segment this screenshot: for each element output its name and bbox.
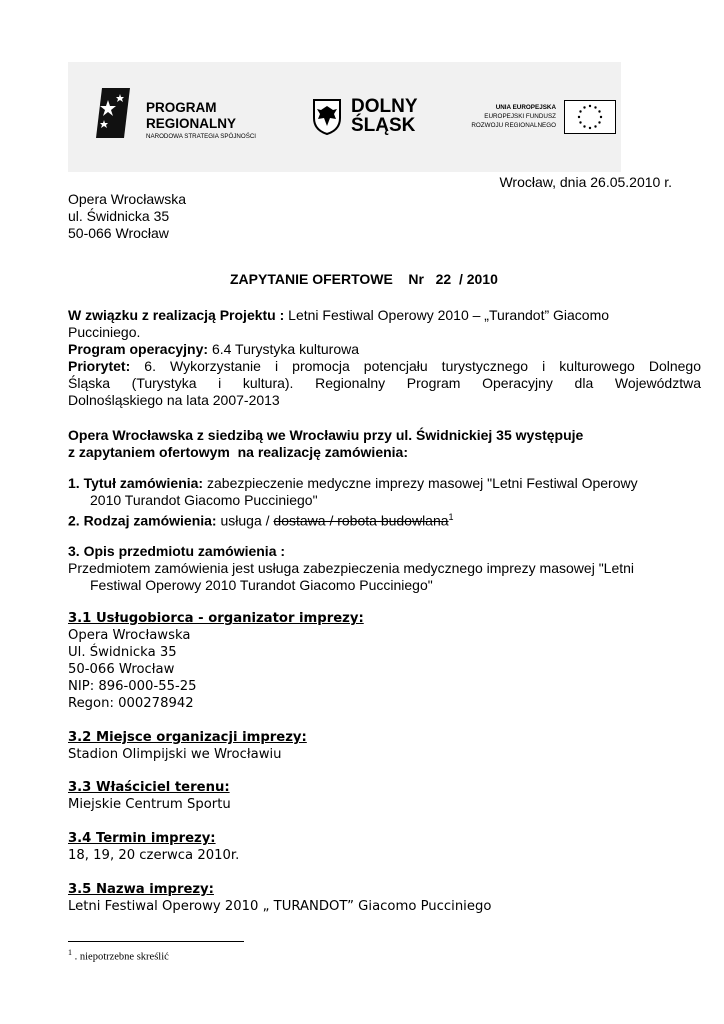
sender-street: ul. Świdnicka 35 (68, 208, 170, 224)
eu-logo-line2: EUROPEJSKI FUNDUSZ (484, 113, 556, 120)
dolny-slask-eagle-icon (312, 98, 342, 136)
organizer-nip: NIP: 896-000-55-25 (68, 679, 197, 694)
project-label: W związku z realizacją Projektu : (68, 307, 285, 323)
footnote (68, 946, 169, 965)
program-logo-line1: PROGRAM (146, 100, 217, 115)
program-logo-line2: REGIONALNY (146, 116, 237, 131)
organizer-street: Ul. Świdnicka 35 (68, 645, 177, 660)
header-banner (68, 62, 621, 172)
date-line: Wrocław, dnia 26.05.2010 r. (499, 174, 672, 190)
section-3-3-heading: 3.3 Właściciel terenu: (68, 780, 230, 795)
footnote-ref: 1 (448, 512, 454, 522)
intro-line1: Opera Wrocławska z siedzibą we Wrocławiu przy ul. Świdnickiej 35 występuje (68, 427, 584, 443)
footnote-divider (68, 941, 244, 942)
program-regionalny-logo-icon (94, 86, 132, 140)
item2-struck-options: dostawa / robota budowlana (273, 512, 449, 529)
program-operacyjny-line (68, 341, 359, 358)
intro-line2: z zapytaniem ofertowym na realizację zamówienia: (68, 444, 408, 460)
organizer-regon: Regon: 000278942 (68, 696, 194, 711)
item3-label: 3. Opis przedmiotu zamówienia : (68, 543, 286, 559)
sender-city: 50-066 Wrocław (68, 225, 169, 241)
footnote-text: . niepotrzebne skreślić (72, 951, 169, 963)
program-operacyjny-label: Program operacyjny: (68, 341, 209, 357)
section-3-3-value: Miejskie Centrum Sportu (68, 797, 231, 812)
project-value: Letni Festiwal Operowy 2010 – „Turandot” Giacomo (284, 307, 610, 323)
priority-line2: Śląska (Turystyka i kultura). Regionalny Program Operacyjny dla Województwa (68, 375, 701, 391)
item2-service: usługa / (216, 512, 274, 529)
priority-text1: 6. Wykorzystanie i promocja potencjału turystycznego i kulturowego Dolnego (144, 358, 701, 374)
project-value-cont: Pucciniego. (68, 324, 141, 340)
program-logo-line3: NARODOWA STRATEGIA SPÓJNOŚCI (146, 133, 257, 140)
item1-value-cont: 2010 Turandot Giacomo Pucciniego" (90, 492, 318, 508)
section-3-4-value: 18, 19, 20 czerwca 2010r. (68, 848, 240, 863)
eu-logo-line3: ROZWOJU REGIONALNEGO (471, 122, 556, 129)
eu-flag-icon (564, 100, 616, 134)
section-3-4-heading: 3.4 Termin imprezy: (68, 831, 216, 846)
item1-label: 1. Tytuł zamówienia: (68, 475, 204, 491)
program-operacyjny-value: 6.4 Turystyka kulturowa (208, 341, 360, 357)
item3-line1: Przedmiotem zamówienia jest usługa zabezpieczenia medycznego imprezy masowej "Letni (68, 560, 635, 576)
dolny-logo-line2: ŚLĄSK (351, 115, 416, 136)
project-line (68, 307, 609, 324)
eu-logo-line1: UNIA EUROPEJSKA (495, 104, 556, 111)
item1-line (68, 475, 638, 492)
priority-line3: Dolnośląskiego na lata 2007-2013 (68, 392, 280, 408)
section-3-1-heading: 3.1 Usługobiorca - organizator imprezy: (68, 611, 364, 626)
page-title: ZAPYTANIE OFERTOWE Nr 22 / 2010 (230, 271, 498, 287)
section-3-2-heading: 3.2 Miejsce organizacji imprezy: (68, 730, 307, 745)
section-3-5-heading: 3.5 Nazwa imprezy: (68, 882, 214, 897)
dolny-logo-line1: DOLNY (351, 96, 418, 117)
item2-line (68, 509, 454, 530)
organizer-city: 50-066 Wrocław (68, 662, 175, 677)
item1-value: zabezpieczenie medyczne imprezy masowej "Letni Festiwal Operowy (203, 475, 638, 491)
section-3-2-value: Stadion Olimpijski we Wrocławiu (68, 747, 282, 762)
footnote-number: 1 (68, 948, 72, 957)
priority-line1 (68, 358, 701, 375)
organizer-name: Opera Wrocławska (68, 628, 191, 643)
priority-label: Priorytet: (68, 358, 131, 374)
sender-name: Opera Wrocławska (68, 191, 187, 207)
item2-label: 2. Rodzaj zamówienia: (68, 512, 217, 529)
item3-line2: Festiwal Operowy 2010 Turandot Giacomo Pucciniego" (90, 577, 433, 593)
section-3-5-value: Letni Festiwal Operowy 2010 „ TURANDOT” Giacomo Pucciniego (68, 899, 492, 914)
